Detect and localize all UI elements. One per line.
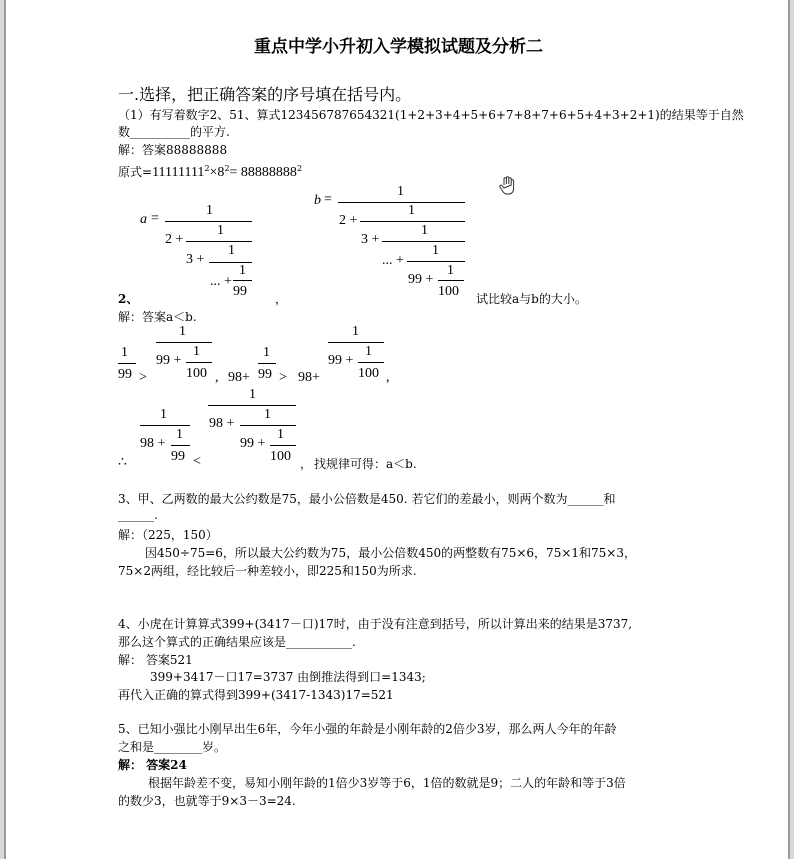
q5-line1: 5、已知小强比小刚早出生6年，今年小强的年龄是小刚年龄的2倍少3岁，那么两人今年的年龄 bbox=[118, 722, 617, 736]
q1-line2: 数__________的平方. bbox=[118, 125, 230, 139]
numerator: 1 bbox=[179, 324, 186, 339]
term-99: 99 + bbox=[328, 353, 354, 368]
numerator: 1 bbox=[239, 263, 246, 278]
term-98: 98 + bbox=[140, 436, 166, 451]
term-dots: ... + bbox=[382, 253, 404, 268]
term-99: 99 + bbox=[156, 353, 182, 368]
q4-answer: 解： 答案521 bbox=[118, 653, 193, 667]
numerator: 1 bbox=[193, 344, 200, 359]
term-98: 98+ bbox=[298, 370, 320, 385]
term-3: 3 + bbox=[361, 232, 380, 247]
term-99: 99 + bbox=[240, 436, 266, 451]
q5-exp2: 的数少3，也就等于9×3－3=24. bbox=[118, 794, 296, 808]
q1-line1: （1）有写着数字2、51、算式123456787654321(1+2+3+4+5+6+7+8+7+6+5+4+3+2+1)的结果等于自然 bbox=[118, 108, 744, 122]
document-title: 重点中学小升初入学模拟试题及分析二 bbox=[254, 37, 543, 57]
section-heading: 一.选择，把正确答案的序号填在括号内。 bbox=[118, 85, 412, 104]
q3-answer: 解：（225，150） bbox=[118, 528, 218, 542]
formula-mult: ×8 bbox=[209, 165, 225, 180]
formula-prefix: 原式= bbox=[118, 165, 153, 179]
comma: , bbox=[215, 370, 219, 385]
formula-exp: 2 bbox=[296, 164, 303, 173]
comma: , bbox=[386, 370, 390, 385]
numerator: 1 bbox=[228, 243, 235, 258]
term-2: 2 + bbox=[339, 213, 358, 228]
denominator: 100 bbox=[270, 449, 291, 464]
q4-line1: 4、小虎在计算算式399+(3417－口)17时，由于没有注意到括号，所以计算出来的结果是3737, bbox=[118, 617, 633, 631]
numerator: 1 bbox=[352, 324, 359, 339]
term-3: 3 + bbox=[186, 252, 205, 267]
numerator: 1 bbox=[206, 203, 213, 218]
hand-cursor-icon bbox=[498, 176, 516, 196]
numerator: 1 bbox=[264, 407, 271, 422]
q1-formula bbox=[118, 163, 302, 181]
term-99: 99 + bbox=[408, 272, 434, 287]
q2-number: 2、 bbox=[118, 292, 139, 306]
numerator: 1 bbox=[121, 345, 128, 360]
q5-answer: 解： 答案24 bbox=[118, 758, 187, 772]
numerator: 1 bbox=[421, 223, 428, 238]
numerator: 1 bbox=[447, 263, 454, 278]
q2-comma: ， bbox=[275, 292, 288, 306]
var-a: a bbox=[140, 212, 147, 227]
denominator: 100 bbox=[186, 366, 207, 381]
numerator: 1 bbox=[217, 223, 224, 238]
therefore-sign: ∴ bbox=[118, 455, 127, 470]
denominator: 100 bbox=[438, 284, 459, 299]
term-98: 98+ bbox=[228, 370, 250, 385]
term-2: 2 + bbox=[165, 232, 184, 247]
var-b: b bbox=[314, 193, 321, 208]
numerator: 1 bbox=[432, 243, 439, 258]
formula-base: 11111111 bbox=[152, 165, 205, 180]
numerator: 1 bbox=[249, 387, 256, 402]
q5-line2: 之和是________岁。 bbox=[118, 740, 227, 754]
q2-task: 试比较a与b的大小。 bbox=[476, 292, 587, 306]
gt-sign: > bbox=[279, 370, 287, 385]
q2-conclusion: 找规律可得：a＜b. bbox=[314, 457, 417, 471]
numerator: 1 bbox=[176, 427, 183, 442]
q3-line1: 3、甲、乙两数的最大公约数是75，最小公倍数是450. 若它们的差最小，则两个数为______和 bbox=[118, 492, 616, 506]
q5-exp1: 根据年龄差不变，易知小刚年龄的1倍少3岁等于6，1倍的数就是9；二人的年龄和等于3倍 bbox=[148, 776, 626, 790]
q4-line2: 那么这个算式的正确结果应该是___________. bbox=[118, 635, 356, 649]
gt-sign: > bbox=[139, 370, 147, 385]
numerator: 1 bbox=[365, 344, 372, 359]
formula-result: = 88888888 bbox=[229, 165, 297, 180]
term-98: 98 + bbox=[209, 416, 235, 431]
denominator: 99 bbox=[233, 284, 247, 299]
q3-line2: ______. bbox=[118, 508, 158, 522]
eq-sign: = bbox=[151, 211, 159, 226]
lt-sign: < bbox=[193, 454, 201, 469]
q1-answer: 解：答案88888888 bbox=[118, 143, 228, 157]
q3-exp1: 因450÷75=6，所以最大公约数为75，最小公倍数450的两整数有75×6，75×1和75×3， bbox=[145, 546, 636, 560]
eq-sign: = bbox=[324, 192, 332, 207]
denominator: 100 bbox=[358, 366, 379, 381]
numerator: 1 bbox=[263, 345, 270, 360]
comma: ， bbox=[300, 457, 313, 471]
q2-answer: 解：答案a＜b. bbox=[118, 310, 197, 324]
q4-exp1: 399+3417－口17=3737 由倒推法得到口=1343; bbox=[150, 670, 426, 684]
numerator: 1 bbox=[160, 407, 167, 422]
term-dots: ... + bbox=[210, 274, 232, 289]
denominator: 99 bbox=[118, 367, 132, 382]
formula-exp: 2 bbox=[204, 164, 210, 173]
numerator: 1 bbox=[408, 203, 415, 218]
numerator: 1 bbox=[397, 184, 404, 199]
q4-exp2: 再代入正确的算式得到399+(3417-1343)17=521 bbox=[118, 688, 394, 702]
numerator: 1 bbox=[277, 427, 284, 442]
formula-exp: 2 bbox=[224, 164, 230, 173]
denominator: 99 bbox=[258, 367, 272, 382]
denominator: 99 bbox=[171, 449, 185, 464]
q3-exp2: 75×2两组，经比较后一种差较小，即225和150为所求. bbox=[118, 564, 417, 578]
